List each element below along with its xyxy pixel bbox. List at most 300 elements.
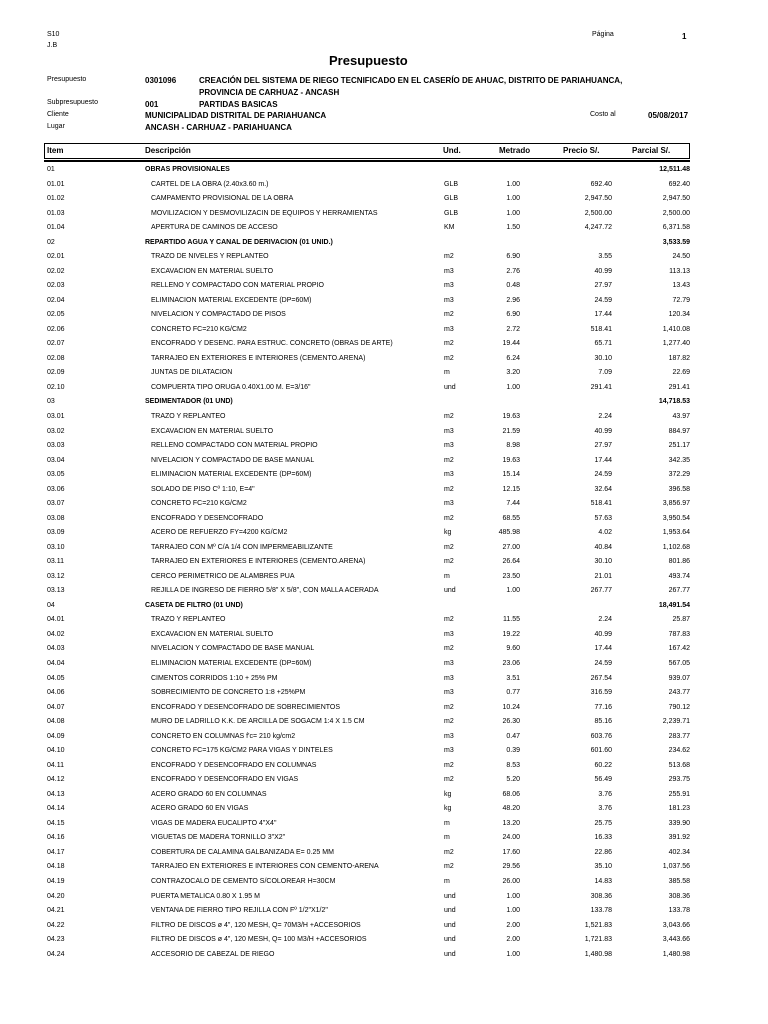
row-precio: 27.97	[594, 442, 612, 450]
row-parcial: 372.29	[668, 471, 690, 479]
row-metrado: 26.30	[502, 718, 520, 726]
row-description: RELLENO COMPACTADO CON MATERIAL PROPIO	[151, 442, 318, 450]
table-row	[0, 704, 768, 719]
row-description: COBERTURA DE CALAMINA GALBANIZADA E= 0.25 MM	[151, 848, 334, 856]
row-parcial: 939.07	[668, 674, 690, 682]
row-metrado: 3.20	[506, 369, 520, 377]
table-row	[0, 878, 768, 893]
row-metrado: 68.55	[502, 514, 520, 522]
row-parcial: 567.05	[668, 660, 690, 668]
row-metrado: 2.96	[506, 296, 520, 304]
row-item: 03.07	[47, 500, 65, 508]
row-metrado: 1.00	[506, 195, 520, 203]
row-item: 04.13	[47, 790, 65, 798]
presupuesto-label: Presupuesto	[47, 76, 87, 83]
row-parcial: 291.41	[668, 383, 690, 391]
presupuesto-name-line1: CREACIÓN DEL SISTEMA DE RIEGO TECNIFICADO EN EL CASERÍO DE AHUAC, DISTRITO DE PARIAHUANCA,	[199, 76, 623, 85]
row-unit: m2	[444, 485, 454, 493]
row-item: 03.06	[47, 485, 65, 493]
row-parcial: 396.58	[668, 485, 690, 493]
table-row	[0, 326, 768, 341]
row-precio: 267.77	[590, 587, 612, 595]
group-row	[0, 166, 768, 181]
table-row	[0, 849, 768, 864]
row-precio: 133.78	[590, 907, 612, 915]
row-metrado: 2.00	[506, 921, 520, 929]
subpresupuesto-name: PARTIDAS BASICAS	[199, 100, 278, 109]
table-row	[0, 471, 768, 486]
row-item: 03.13	[47, 587, 65, 595]
row-item: 04.10	[47, 747, 65, 755]
row-precio: 40.84	[594, 543, 612, 551]
table-row	[0, 529, 768, 544]
table-row	[0, 355, 768, 370]
row-unit: und	[444, 921, 456, 929]
row-item: 04.03	[47, 645, 65, 653]
row-unit: kg	[444, 805, 452, 813]
page-number: 1	[682, 32, 687, 41]
row-parcial: 1,480.98	[662, 950, 690, 958]
row-item: 01.03	[47, 209, 65, 217]
row-parcial: 133.78	[668, 907, 690, 915]
row-metrado: 0.47	[506, 732, 520, 740]
table-row	[0, 675, 768, 690]
row-description: ACERO GRADO 60 EN COLUMNAS	[151, 790, 267, 798]
row-unit: m	[444, 819, 450, 827]
row-description: ENCOFRADO Y DESENCOFRADO EN VIGAS	[151, 776, 299, 784]
row-unit: m2	[444, 761, 454, 769]
row-unit: und	[444, 936, 456, 944]
row-precio: 7.09	[598, 369, 612, 377]
row-description: VIGAS DE MADERA EUCALIPTO 4"X4"	[151, 819, 277, 827]
row-parcial: 2,947.50	[662, 195, 690, 203]
cliente-label: Cliente	[47, 111, 69, 118]
page-title: Presupuesto	[329, 53, 408, 68]
table-row	[0, 340, 768, 355]
row-description: JUNTAS DE DILATACION	[151, 369, 233, 377]
row-parcial: 3,533.59	[662, 238, 690, 246]
row-description: CIMENTOS CORRIDOS 1:10 + 25% PM	[151, 674, 278, 682]
presupuesto-name-line2: PROVINCIA DE CARHUAZ - ANCASH	[199, 88, 340, 97]
row-description: SOBRECIMIENTO DE CONCRETO 1:8 +25%PM	[151, 689, 306, 697]
row-item: 04.23	[47, 936, 65, 944]
row-parcial: 267.77	[668, 587, 690, 595]
row-metrado: 1.00	[506, 209, 520, 217]
col-header-descripcion: Descripción	[145, 146, 191, 155]
row-metrado: 1.00	[506, 907, 520, 915]
row-precio: 40.99	[594, 630, 612, 638]
row-metrado: 17.60	[502, 848, 520, 856]
col-header-und: Und.	[443, 146, 461, 155]
table-row	[0, 805, 768, 820]
row-precio: 3.76	[598, 790, 612, 798]
table-row	[0, 369, 768, 384]
table-row	[0, 282, 768, 297]
row-unit: KM	[444, 224, 455, 232]
row-precio: 14.83	[594, 877, 612, 885]
row-precio: 40.99	[594, 427, 612, 435]
col-header-parcial: Parcial S/.	[632, 146, 671, 155]
row-description: NIVELACION Y COMPACTADO DE PISOS	[151, 311, 286, 319]
row-item: 02.05	[47, 311, 65, 319]
row-metrado: 1.00	[506, 383, 520, 391]
row-precio: 35.10	[594, 863, 612, 871]
row-unit: m3	[444, 325, 454, 333]
row-unit: m2	[444, 543, 454, 551]
row-metrado: 2.76	[506, 267, 520, 275]
row-precio: 24.59	[594, 660, 612, 668]
row-unit: kg	[444, 790, 452, 798]
row-unit: m2	[444, 354, 454, 362]
row-parcial: 113.13	[669, 267, 690, 275]
table-row	[0, 311, 768, 326]
row-item: 01	[47, 166, 55, 173]
table-row	[0, 616, 768, 631]
row-description: CONCRETO EN COLUMNAS f'c= 210 kg/cm2	[151, 732, 296, 740]
table-row	[0, 457, 768, 472]
table-row	[0, 733, 768, 748]
row-parcial: 513.68	[668, 761, 690, 769]
row-metrado: 5.20	[506, 776, 520, 784]
row-unit: m3	[444, 674, 454, 682]
row-item: 03.05	[47, 471, 65, 479]
row-unit: m3	[444, 732, 454, 740]
row-unit: m2	[444, 558, 454, 566]
row-unit: m2	[444, 253, 454, 261]
row-precio: 30.10	[594, 354, 612, 362]
row-item: 02.09	[47, 369, 65, 377]
row-item: 03.12	[47, 572, 65, 580]
table-row	[0, 776, 768, 791]
row-precio: 17.44	[594, 456, 612, 464]
row-description: NIVELACION Y COMPACTADO DE BASE MANUAL	[151, 645, 315, 653]
row-description: PUERTA METALICA 0.80 X 1.95 M	[151, 892, 260, 900]
row-description: APERTURA DE CAMINOS DE ACCESO	[151, 224, 278, 232]
row-metrado: 1.00	[506, 587, 520, 595]
row-precio: 518.41	[590, 325, 612, 333]
row-item: 02	[47, 238, 55, 246]
row-description: REPARTIDO AGUA Y CANAL DE DERIVACION (01 UNID.)	[145, 238, 333, 246]
row-item: 03.11	[47, 558, 64, 566]
row-unit: m2	[444, 514, 454, 522]
row-description: TRAZO Y REPLANTEO	[151, 616, 226, 624]
table-row	[0, 951, 768, 966]
row-parcial: 692.40	[668, 180, 690, 188]
table-row	[0, 936, 768, 951]
row-precio: 17.44	[594, 645, 612, 653]
page-label: Página	[592, 31, 614, 38]
row-unit: kg	[444, 529, 452, 537]
row-item: 02.10	[47, 383, 65, 391]
table-row	[0, 907, 768, 922]
row-description: OBRAS PROVISIONALES	[145, 166, 230, 173]
row-parcial: 255.91	[668, 790, 690, 798]
row-parcial: 72.79	[672, 296, 690, 304]
row-precio: 24.59	[594, 296, 612, 304]
row-description: TRAZO Y REPLANTEO	[151, 413, 226, 420]
row-precio: 316.59	[590, 689, 612, 697]
table-row	[0, 210, 768, 225]
row-metrado: 29.56	[502, 863, 520, 871]
row-unit: m2	[444, 456, 454, 464]
costo-label: Costo al	[590, 111, 616, 118]
table-row	[0, 544, 768, 559]
row-metrado: 0.48	[506, 282, 520, 290]
row-precio: 40.99	[594, 267, 612, 275]
row-precio: 692.40	[590, 180, 612, 188]
group-row	[0, 602, 768, 617]
row-metrado: 6.90	[506, 253, 520, 261]
row-metrado: 1.00	[506, 950, 520, 958]
costo-date: 05/08/2017	[648, 111, 689, 120]
row-description: VIGUETAS DE MADERA TORNILLO 3"X2"	[151, 834, 286, 842]
row-precio: 16.33	[594, 834, 612, 842]
row-item: 01.01	[47, 180, 65, 188]
row-unit: m3	[444, 500, 454, 508]
table-row	[0, 747, 768, 762]
row-unit: m2	[444, 848, 454, 856]
row-description: FILTRO DE DISCOS ø 4", 120 MESH, Q= 70M3/H +ACCESORIOS	[151, 921, 361, 929]
row-metrado: 10.24	[502, 703, 520, 711]
cliente-name: MUNICIPALIDAD DISTRITAL DE PARIAHUANCA	[145, 111, 327, 120]
row-metrado: 0.77	[506, 689, 520, 697]
group-row	[0, 239, 768, 254]
row-description: ENCOFRADO Y DESENCOFRADO DE SOBRECIMIENTOS	[151, 703, 341, 711]
row-metrado: 2.00	[506, 936, 520, 944]
report-code: S10	[47, 31, 60, 38]
row-description: NIVELACION Y COMPACTADO DE BASE MANUAL	[151, 456, 315, 464]
row-precio: 2.24	[598, 413, 612, 420]
row-parcial: 493.74	[668, 572, 690, 580]
row-precio: 4,247.72	[584, 224, 612, 232]
table-row	[0, 834, 768, 849]
row-unit: m3	[444, 427, 454, 435]
row-item: 04.12	[47, 776, 65, 784]
row-precio: 603.76	[590, 732, 612, 740]
row-item: 04.11	[47, 761, 64, 769]
row-unit: m2	[444, 776, 454, 784]
row-precio: 2,500.00	[584, 209, 612, 217]
row-description: CONCRETO FC=210 KG/CM2	[151, 500, 247, 508]
row-description: RELLENO Y COMPACTADO CON MATERIAL PROPIO	[151, 282, 324, 290]
row-metrado: 19.44	[502, 340, 520, 348]
row-description: ACERO DE REFUERZO FY=4200 KG/CM2	[151, 529, 288, 537]
table-row	[0, 645, 768, 660]
row-unit: und	[444, 950, 456, 958]
table-row	[0, 631, 768, 646]
row-unit: und	[444, 383, 456, 391]
row-parcial: 167.42	[668, 645, 690, 653]
row-precio: 3.76	[598, 805, 612, 813]
table-row	[0, 762, 768, 777]
row-unit: m3	[444, 471, 454, 479]
row-precio: 57.63	[594, 514, 612, 522]
row-description: TARRAJEO EN EXTERIORES E INTERIORES (CEMENTO.ARENA)	[151, 354, 366, 362]
row-parcial: 342.35	[668, 456, 690, 464]
row-parcial: 402.34	[668, 848, 690, 856]
row-item: 04.21	[47, 907, 65, 915]
row-parcial: 187.82	[668, 354, 690, 362]
row-metrado: 0.39	[506, 747, 520, 755]
row-parcial: 3,043.66	[662, 921, 690, 929]
row-description: CAMPAMENTO PROVISIONAL DE LA OBRA	[151, 195, 294, 203]
row-metrado: 12.15	[502, 485, 520, 493]
row-parcial: 43.97	[672, 413, 690, 420]
row-precio: 3.55	[598, 253, 612, 261]
row-item: 04.08	[47, 718, 65, 726]
row-description: CASETA DE FILTRO (01 UND)	[145, 601, 243, 609]
row-item: 02.01	[47, 253, 65, 261]
row-unit: und	[444, 892, 456, 900]
table-row	[0, 253, 768, 268]
row-parcial: 787.83	[668, 630, 690, 638]
row-metrado: 19.22	[502, 630, 520, 638]
row-unit: m	[444, 834, 450, 842]
table-row	[0, 442, 768, 457]
row-precio: 1,480.98	[584, 950, 612, 958]
row-description: SOLADO DE PISO Cº 1:10, E=4"	[151, 485, 255, 493]
row-description: EXCAVACION EN MATERIAL SUELTO	[151, 427, 274, 435]
table-row	[0, 195, 768, 210]
row-precio: 27.97	[594, 282, 612, 290]
row-metrado: 24.00	[502, 834, 520, 842]
row-precio: 56.49	[594, 776, 612, 784]
row-unit: m3	[444, 747, 454, 755]
row-item: 04.05	[47, 674, 65, 682]
row-description: TRAZO DE NIVELES Y REPLANTEO	[151, 253, 269, 261]
row-description: FILTRO DE DISCOS ø 4", 120 MESH, Q= 100 M3/H +ACCESORIOS	[151, 936, 367, 944]
row-item: 04.20	[47, 892, 65, 900]
row-parcial: 3,950.54	[662, 514, 690, 522]
row-parcial: 18,491.54	[658, 601, 690, 609]
row-item: 04.02	[47, 630, 65, 638]
lugar-name: ANCASH - CARHUAZ - PARIAHUANCA	[145, 123, 292, 132]
row-precio: 24.59	[594, 471, 612, 479]
row-unit: m3	[444, 442, 454, 450]
row-item: 03.03	[47, 442, 65, 450]
row-description: COMPUERTA TIPO ORUGA 0.40X1.00 M. E=3/16"	[151, 383, 311, 391]
row-metrado: 485.98	[498, 529, 520, 537]
row-description: CONCRETO FC=210 KG/CM2	[151, 325, 247, 333]
row-description: CERCO PERIMETRICO DE ALAMBRES PUA	[151, 572, 295, 580]
row-description: ACERO GRADO 60 EN VIGAS	[151, 805, 249, 813]
row-metrado: 11.55	[503, 616, 520, 624]
table-row	[0, 384, 768, 399]
row-metrado: 26.00	[502, 877, 520, 885]
lugar-label: Lugar	[47, 123, 65, 130]
row-description: EXCAVACION EN MATERIAL SUELTO	[151, 267, 274, 275]
row-parcial: 283.77	[668, 732, 690, 740]
row-metrado: 13.20	[502, 819, 520, 827]
row-metrado: 1.50	[506, 224, 520, 232]
row-parcial: 391.92	[668, 834, 690, 842]
row-unit: m3	[444, 296, 454, 304]
row-unit: und	[444, 587, 456, 595]
row-item: 02.08	[47, 354, 65, 362]
row-precio: 17.44	[594, 311, 612, 319]
table-row	[0, 587, 768, 602]
row-metrado: 23.06	[502, 660, 520, 668]
row-precio: 21.01	[594, 572, 612, 580]
row-item: 04.18	[47, 863, 65, 871]
row-parcial: 1,102.68	[662, 543, 690, 551]
row-item: 04.07	[47, 703, 65, 711]
row-precio: 2,947.50	[584, 195, 612, 203]
row-description: CONTRAZOCALO DE CEMENTO S/COLOREAR H=30CM	[151, 877, 336, 885]
row-description: MURO DE LADRILLO K.K. DE ARCILLA DE SOGACM 1:4 X 1.5 CM	[151, 718, 365, 726]
row-item: 04.04	[47, 660, 65, 668]
report-user: J.B	[47, 42, 58, 49]
row-item: 03.09	[47, 529, 65, 537]
table-row	[0, 515, 768, 530]
table-row	[0, 428, 768, 443]
row-parcial: 12,511.48	[659, 166, 690, 173]
table-row	[0, 573, 768, 588]
row-metrado: 6.90	[506, 311, 520, 319]
table-row	[0, 297, 768, 312]
row-item: 03.10	[47, 543, 65, 551]
row-item: 02.03	[47, 282, 65, 290]
row-parcial: 1,953.64	[662, 529, 690, 537]
row-description: SEDIMENTADOR (01 UND)	[145, 398, 233, 406]
table-row	[0, 893, 768, 908]
row-precio: 60.22	[594, 761, 612, 769]
row-description: ENCOFRADO Y DESENC. PARA ESTRUC. CONCRETO (OBRAS DE ARTE)	[151, 340, 393, 348]
row-item: 04.17	[47, 848, 65, 856]
row-item: 01.04	[47, 224, 65, 232]
row-metrado: 21.59	[502, 427, 520, 435]
row-precio: 77.16	[594, 703, 612, 711]
row-item: 03.02	[47, 427, 65, 435]
row-parcial: 6,371.58	[662, 224, 690, 232]
row-parcial: 1,037.56	[662, 863, 690, 871]
row-parcial: 1,277.40	[662, 340, 690, 348]
row-parcial: 14,718.53	[658, 398, 690, 406]
row-unit: m2	[444, 311, 454, 319]
row-description: VENTANA DE FIERRO TIPO REJILLA CON Fº 1/2"X1/2"	[151, 907, 328, 915]
row-parcial: 24.50	[672, 253, 690, 261]
row-metrado: 6.24	[506, 354, 520, 362]
row-item: 04.15	[47, 819, 65, 827]
row-metrado: 48.20	[502, 805, 520, 813]
row-metrado: 8.98	[506, 442, 520, 450]
table-row	[0, 718, 768, 733]
row-precio: 25.75	[594, 819, 612, 827]
table-row	[0, 922, 768, 937]
row-item: 01.02	[47, 195, 65, 203]
row-parcial: 790.12	[668, 703, 690, 711]
table-row	[0, 500, 768, 515]
table-row	[0, 863, 768, 878]
row-description: TARRAJEO EN EXTERIORES E INTERIORES (CEMENTO.ARENA)	[151, 558, 366, 566]
row-parcial: 308.36	[668, 892, 690, 900]
row-parcial: 243.77	[668, 689, 690, 697]
table-row	[0, 689, 768, 704]
row-item: 04.06	[47, 689, 65, 697]
row-item: 04	[47, 601, 55, 609]
row-description: ELIMINACION MATERIAL EXCEDENTE (DP=60M)	[151, 296, 312, 304]
row-metrado: 26.64	[502, 558, 520, 566]
col-header-precio: Precio S/.	[563, 146, 600, 155]
row-parcial: 181.23	[668, 805, 690, 813]
row-precio: 518.41	[590, 500, 612, 508]
row-parcial: 884.97	[668, 427, 690, 435]
table-row	[0, 413, 768, 428]
row-item: 02.06	[47, 325, 65, 333]
row-item: 03.08	[47, 514, 65, 522]
table-row	[0, 660, 768, 675]
row-precio: 85.16	[594, 718, 612, 726]
